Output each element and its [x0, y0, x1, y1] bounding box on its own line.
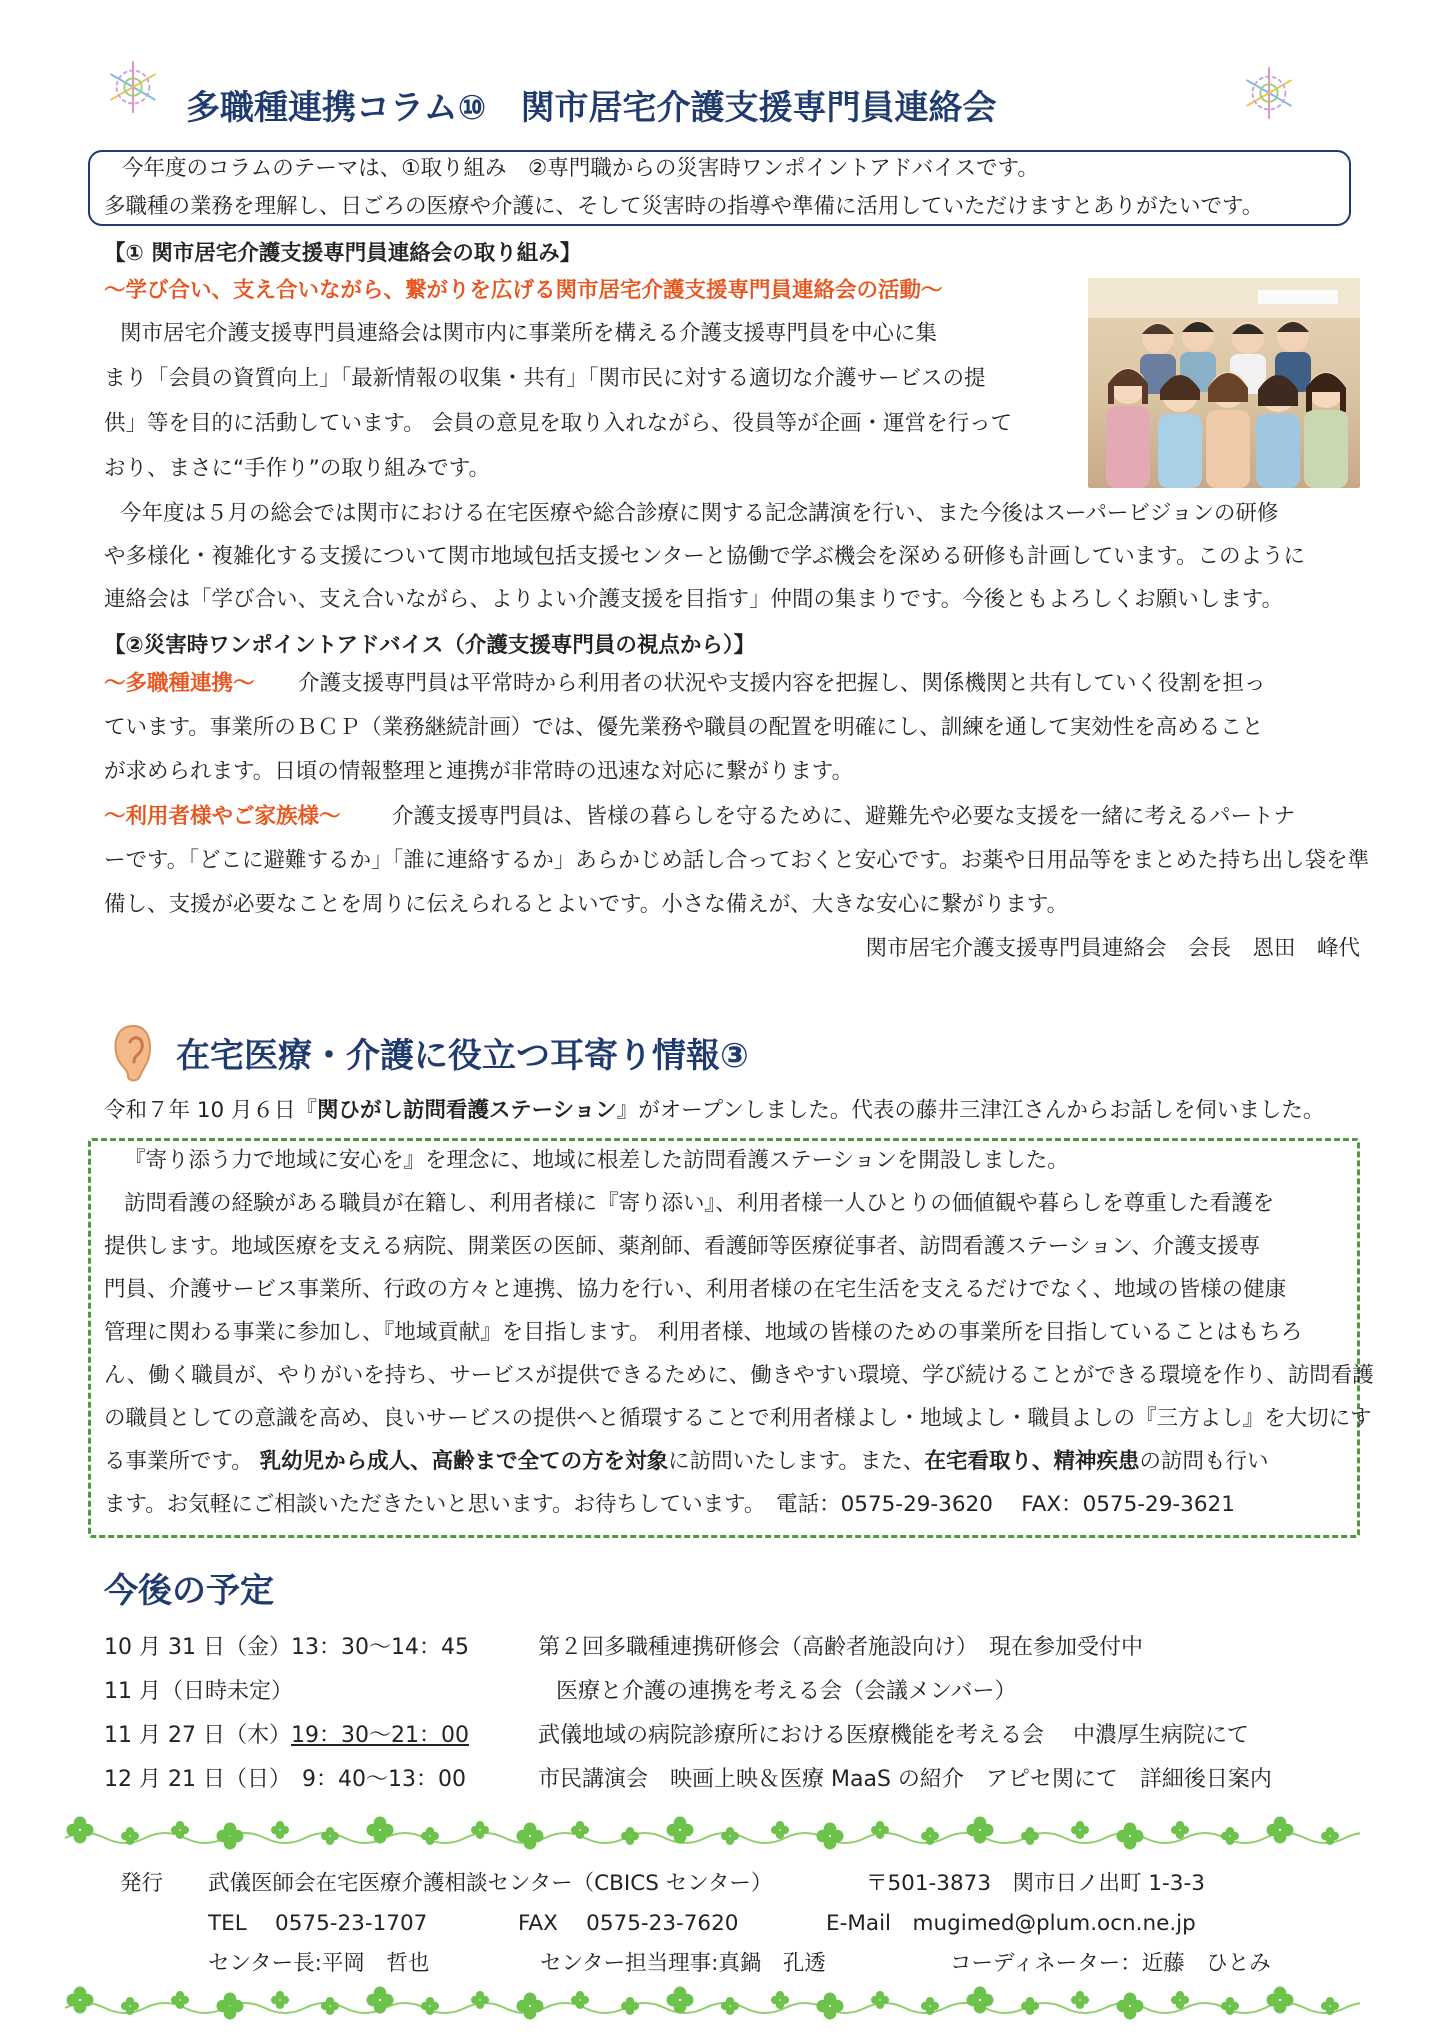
clover-icon	[871, 1821, 889, 1839]
info-box-line: 管理に関わる事業に参加し、『地域貢献』を目指します。 利用者様、地域の皆様のための事業所を目指していることはもちろ	[104, 1320, 1303, 1345]
signature: 関市居宅介護支援専門員連絡会 会長 恩田 峰代	[865, 936, 1360, 961]
advice2-label: ～利用者様やご家族様～	[104, 804, 341, 829]
advice1-label: ～多職種連携～	[104, 671, 255, 696]
group-photo-illustration	[1088, 278, 1360, 488]
clover-icon	[1071, 1991, 1089, 2009]
clover-icon	[321, 1827, 339, 1845]
section1-heading: 【① 関市居宅介護支援専門員連絡会の取り組み】	[104, 241, 582, 266]
clover-vine	[65, 2003, 1360, 2013]
clover-icon	[67, 1987, 94, 2014]
schedule-title: 今後の予定	[104, 1571, 274, 1611]
footer-org: 武儀医師会在宅医療介護相談センター（CBICS センター）	[208, 1871, 773, 1896]
service-note: 在宅看取り、精神疾患	[924, 1449, 1140, 1474]
clover-icon	[1267, 1987, 1294, 2014]
info-title: 在宅医療・介護に役立つ耳寄り情報③	[176, 1036, 749, 1076]
footer-coordinator: コーディネーター：近藤 ひとみ	[950, 1951, 1271, 1976]
clover-icon	[271, 1821, 289, 1839]
footer-manager: センター担当理事:真鍋 孔透	[540, 1951, 826, 1976]
advice1-line: 介護支援専門員は平常時から利用者の状況や支援内容を把握し、関係機関と共有していく役割を担っ	[298, 671, 1266, 696]
intro-line-2: 多職種の業務を理解し、日ごろの医療や介護に、そして災害時の指導や準備に活用していただけますとありがたいです。	[104, 194, 1264, 219]
info-box-line: 提供します。地域医療を支える病院、開業医の医師、薬剤師、看護師等医療従事者、訪問看護ステーション、介護支援専	[104, 1234, 1261, 1259]
clover-icon	[171, 1821, 189, 1839]
schedule-event: 武儀地域の病院診療所における医療機能を考える会 中濃厚生病院にて	[538, 1723, 1249, 1748]
section1-line: おり、まさに“手作り”の取り組みです。	[104, 456, 491, 481]
clover-border-top	[60, 1808, 1360, 1858]
clover-icon	[1267, 1817, 1294, 1844]
footer-fax: FAX 0575-23-7620	[518, 1911, 739, 1936]
clover-icon	[871, 1991, 889, 2009]
footer-label: 発行	[120, 1871, 164, 1896]
section1-line: や多様化・複雑化する支援について関市地域包括支援センターと協働で学ぶ機会を深める研修も計画しています。このように	[104, 544, 1305, 569]
clover-icon	[367, 1987, 394, 2014]
clover-icon	[471, 1991, 489, 2009]
info-box-line8-post: の訪問も行い	[1139, 1449, 1269, 1474]
info-box-line8-pre: る事業所です。	[104, 1449, 260, 1474]
section1-tagline: ～学び合い、支え合いながら、繋がりを広げる関市居宅介護支援専門員連絡会の活動～	[104, 278, 943, 303]
clover-icon	[817, 1993, 844, 2020]
clover-vine	[65, 1833, 1360, 1843]
section1-line: 供」等を目的に活動しています。 会員の意見を取り入れながら、役員等が企画・運営を行って	[104, 411, 1013, 436]
clover-icon	[1117, 1993, 1144, 2020]
footer-address: 〒501-3873 関市日ノ出町 1-3-3	[866, 1871, 1205, 1896]
info-box-line: 『寄り添う力で地域に安心を』を理念に、地域に根差した訪問看護ステーションを開設しました。	[124, 1148, 1069, 1173]
clover-icon	[721, 1997, 739, 2015]
snowflake-icon-right	[1240, 64, 1298, 122]
clover-icon	[471, 1821, 489, 1839]
clover-icon	[171, 1991, 189, 2009]
clover-icon	[1117, 1823, 1144, 1850]
info-box-line: の職員としての意識を高め、良いサービスの提供へと循環することで利用者様よし・地域よし・職員よしの『三方よし』を大切にす	[104, 1406, 1372, 1431]
info-lead-post: 』がオープンしました。代表の藤井三津江さんからお話しを伺いました。	[616, 1098, 1325, 1123]
info-lead	[104, 1096, 1324, 1126]
info-box-line8-mid: に訪問いたします。また、	[668, 1449, 925, 1474]
ear-icon	[110, 1022, 156, 1084]
intro-line-1: 今年度のコラムのテーマは、①取り組み ②専門職からの災害時ワンポイントアドバイスです。	[122, 156, 1039, 181]
info-box-line: ん、働く職員が、やりがいを持ち、サービスが提供できるために、働きやすい環境、学び続けることができる環境を作り、訪問看護	[104, 1363, 1374, 1388]
group-photo	[1088, 278, 1360, 488]
info-box-line: 訪問看護の経験がある職員が在籍し、利用者様に『寄り添い』、利用者様一人ひとりの価値観や暮らしを尊重した看護を	[124, 1191, 1275, 1216]
section2-heading: 【②災害時ワンポイントアドバイス（介護支援専門員の視点から）】	[104, 633, 756, 658]
info-box-contact-line: ます。お気軽にご相談いただきたいと思います。お待ちしています。 電話：0575-29-3620 FAX：0575-29-3621	[104, 1492, 1235, 1517]
target-note: 乳幼児から成人、高齢まで全ての方を対象	[259, 1449, 669, 1474]
footer-director: センター長:平岡 哲也	[208, 1951, 430, 1976]
advice2-line: ーです。「どこに避難するか」「誰に連絡するか」あらかじめ話し合っておくと安心です。お薬や日用品等をまとめた持ち出し袋を準	[104, 848, 1370, 873]
advice1-line: ています。事業所のＢＣＰ（業務継続計画）では、優先業務や職員の配置を明確にし、訓練を通して実効性を高めること	[104, 715, 1264, 740]
clover-icon	[571, 1821, 589, 1839]
clover-icon	[67, 1817, 94, 1844]
schedule-date: 10 月 31 日（金）13：30～14：45	[104, 1635, 469, 1660]
snowflake-icon-left	[104, 58, 162, 116]
advice1-line: が求められます。日頃の情報整理と連携が非常時の迅速な対応に繋がります。	[104, 759, 854, 784]
schedule-date: 12 月 21 日（日） 9：40～13：00	[104, 1767, 466, 1792]
info-box-line: 門員、介護サービス事業所、行政の方々と連携、協力を行い、利用者様の在宅生活を支えるだけでなく、地域の皆様の健康	[104, 1277, 1287, 1302]
clover-icon	[517, 1823, 544, 1850]
schedule-date-pre: 11 月 27 日（木）	[104, 1723, 291, 1748]
info-box-line	[104, 1447, 1268, 1477]
advice2-line: 備し、支援が必要なことを周りに伝えられるとよいです。小さな備えが、大きな安心に繋がります。	[104, 892, 1069, 917]
clover-icon	[367, 1817, 394, 1844]
clover-icon	[817, 1823, 844, 1850]
schedule-time-underlined: 19：30～21：00	[290, 1723, 469, 1748]
footer-email: E-Mail mugimed@plum.ocn.ne.jp	[826, 1911, 1196, 1936]
clover-icon	[321, 1997, 339, 2015]
schedule-event: 医療と介護の連携を考える会（会議メンバー）	[556, 1679, 1017, 1704]
column-title: 多職種連携コラム⑩ 関市居宅介護支援専門員連絡会	[186, 88, 997, 128]
station-name: 関ひがし訪問看護ステーション	[317, 1098, 617, 1123]
section1-line: 関市居宅介護支援専門員連絡会は関市内に事業所を構える介護支援専門員を中心に集	[120, 321, 938, 346]
section1-line: 連絡会は「学び合い、支え合いながら、よりよい介護支援を目指す」仲間の集まりです。今後ともよろしくお願いします。	[104, 587, 1284, 612]
info-lead-pre: 令和７年 10 月６日『	[104, 1098, 318, 1123]
schedule-event: 市民講演会 映画上映＆医療 MaaS の紹介 アピセ関にて 詳細後日案内	[538, 1767, 1272, 1792]
schedule-event: 第２回多職種連携研修会（高齢者施設向け） 現在参加受付中	[538, 1635, 1144, 1660]
clover-icon	[571, 1991, 589, 2009]
schedule-date: 11 月（日時未定）	[104, 1679, 293, 1704]
clover-icon	[721, 1827, 739, 1845]
section1-line: まり「会員の資質向上」「最新情報の収集・共有」「関市民に対する適切な介護サービスの提	[104, 366, 986, 391]
advice2-line: 介護支援専門員は、皆様の暮らしを守るために、避難先や必要な支援を一緒に考えるパートナ	[392, 804, 1296, 829]
schedule-date	[104, 1721, 469, 1751]
clover-border-bottom	[60, 1978, 1360, 2028]
footer-tel: TEL 0575-23-1707	[208, 1911, 428, 1936]
clover-icon	[271, 1991, 289, 2009]
clover-icon	[517, 1993, 544, 2020]
clover-icon	[1071, 1821, 1089, 1839]
section1-line: 今年度は５月の総会では関市における在宅医療や総合診療に関する記念講演を行い、また今後はスーパービジョンの研修	[120, 501, 1279, 526]
